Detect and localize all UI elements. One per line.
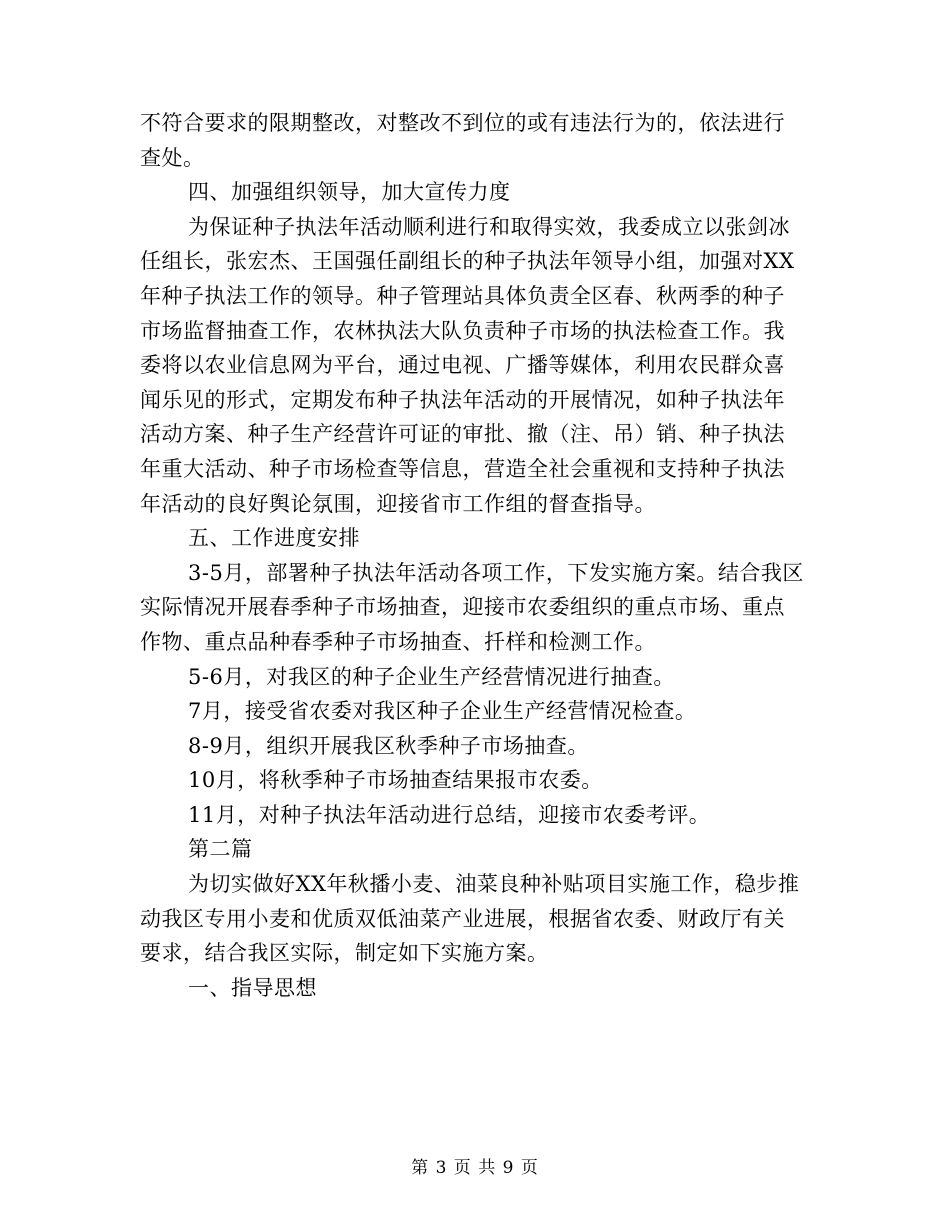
total-pages-number: 9 <box>502 1158 515 1178</box>
schedule-item: 10月，将秋季种子市场抽查结果报市农委。 <box>188 768 603 793</box>
text-line: 年重大活动、种子市场检查等信息，营造全社会重视和支持种子执法 <box>140 456 785 481</box>
text-line: 年活动的良好舆论氛围，迎接省市工作组的督查指导。 <box>140 491 656 516</box>
current-page-number: 3 <box>435 1158 448 1178</box>
footer-middle: 页 共 <box>453 1158 497 1178</box>
text-line: 要求，结合我区实际，制定如下实施方案。 <box>140 941 549 966</box>
section-heading: 五、工作进度安排 <box>188 526 360 551</box>
text-line: 活动方案、种子生产经营许可证的审批、撤（注、吊）销、种子执法 <box>140 422 785 447</box>
text-line: 市场监督抽查工作，农林执法大队负责种子市场的执法检查工作。我 <box>140 318 785 343</box>
text-line: 委将以农业信息网为平台，通过电视、广播等媒体，利用农民群众喜 <box>140 353 785 378</box>
text-line: 动我区专用小麦和优质双低油菜产业进展，根据省农委、财政厅有关 <box>140 906 785 931</box>
text-line: 年种子执法工作的领导。种子管理站具体负责全区春、秋两季的种子 <box>140 283 785 308</box>
schedule-item: 8-9月，组织开展我区秋季种子市场抽查。 <box>188 733 589 758</box>
text-line: 任组长，张宏杰、王国强任副组长的种子执法年领导小组，加强对XX <box>140 249 795 274</box>
section-heading: 一、指导思想 <box>188 975 317 1000</box>
text-line: 查处。 <box>140 145 205 170</box>
text-line: 闻乐见的形式，定期发布种子执法年活动的开展情况，如种子执法年 <box>140 387 785 412</box>
schedule-item: 7月，接受省农委对我区种子企业生产经营情况检查。 <box>188 699 697 724</box>
text-line: 不符合要求的限期整改，对整改不到位的或有违法行为的，依法进行 <box>140 111 785 135</box>
text-line: 作物、重点品种春季种子市场抽查、扦样和检测工作。 <box>140 629 656 654</box>
text-line: 为切实做好XX年秋播小麦、油菜良种补贴项目实施工作，稳步推 <box>188 872 800 897</box>
page-footer <box>0 1153 950 1178</box>
schedule-item: 5-6月，对我区的种子企业生产经营情况进行抽查。 <box>188 664 675 689</box>
section-heading: 四、加强组织领导，加大宣传力度 <box>188 180 511 205</box>
schedule-item: 11月，对种子执法年活动进行总结，迎接市农委考评。 <box>188 802 711 827</box>
chapter-title: 第二篇 <box>188 837 253 862</box>
footer-prefix: 第 <box>411 1158 430 1178</box>
text-line: 实际情况开展春季种子市场抽查，迎接市农委组织的重点市场、重点 <box>140 595 785 620</box>
document-body <box>140 106 820 1005</box>
text-line: 3-5月，部署种子执法年活动各项工作，下发实施方案。结合我区 <box>188 560 804 585</box>
text-line: 为保证种子执法年活动顺利进行和取得实效，我委成立以张剑冰 <box>188 214 790 239</box>
footer-suffix: 页 <box>520 1158 539 1178</box>
